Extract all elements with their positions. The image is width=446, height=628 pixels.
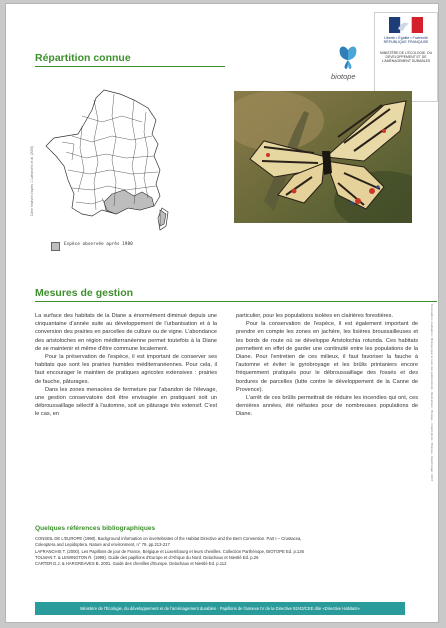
reference-item: TOLMAN T. & LEWINGTON R. (1999). Guide des papillons d'Europe et d'Afrique du Nord. Delachaux et Niestlé Ed. p.26: [35, 554, 259, 560]
body-paragraph: Pour la conservation de l'espèce, il est également important de prendre en compte les zones en jachère, les lisières broussailleuses et les bords de route où se développe Aristolochia rotunda. Ces habitats permettent en effet de garder une continuité entre les populations de la Diane. Pour l'entretien de ces milieux, il faut favoriser la fauche à l'automne et éviter le gyrobroyage et les brûlis printaniers encore fréquemment pratiqués pour le débroussaillage des fossés et des bordures de parcelles (lutte contre le développement de la Canne de Provence).: [236, 321, 418, 393]
france-distribution-map: [42, 86, 172, 234]
reference-item: CARTER D.J. & HARGREAVES B. 2001. Guide des chenilles d'Europe. Delachaux et Niestlé Ed. p.112: [35, 561, 227, 567]
butterfly-photo: [234, 91, 412, 223]
credits-note: Conception, réalisation : Biotope (par le suivi des publications) - Illustrations : Biotope - Crédit photo : Biotope - Dépôt légal : 2007: [430, 304, 434, 482]
body-paragraph: particulier, pour les populations isolées en clairières forestières.: [236, 313, 394, 319]
section-rule: [35, 301, 437, 302]
section-title-distribution: Répartition connue: [35, 52, 131, 64]
footer-bar: Ministère de l'Écologie, du développement et de l'aménagement durables · Papillons de l'annexe IV de la Directive 92/43/CEE dite «Directive Habitats»: [35, 602, 405, 615]
reference-item: Coleoptera and Lepidoptera. Nature and environment, n° 79. pp.213-217: [35, 542, 170, 548]
section-rule: [35, 66, 225, 67]
body-paragraph: Dans les zones menacées de fermeture par l'abandon de l'élevage, une gestion conservatoire doit être envisagée en pratiquant soit un débroussaillage sélectif à l'automne, soit un pâturage très extensif. C'est le cas, en: [35, 386, 217, 418]
map-source-note: Carte réalisée d'après J. Lafranchis et al. (2000): [30, 145, 34, 216]
references-list: [35, 536, 405, 567]
body-column-right: [236, 312, 418, 419]
french-flag-icon: [389, 17, 423, 33]
reference-item: LAFRANCHIS T. (2000). Les Papillons de jour de France, Belgique et Luxembourg et leurs chenilles. Collection Parthénope, BIOTOPE Ed. p.136: [35, 548, 304, 554]
body-column-left: [35, 312, 217, 419]
legend-swatch: [51, 242, 60, 251]
body-paragraph: La surface des habitats de la Diane a énormément diminué depuis une cinquantaine d'année suite au développement de l'urbanisation et à la conversion des prairies en parcelles de culture ou de vigne. L'abondance des aristoloches en région méditerranéenne permet toutefois à la Diane de se maintenir et même d'être commune localement.: [35, 313, 217, 352]
legend-label: Espèce observée après 1980: [64, 242, 133, 247]
section-title-management: Mesures de gestion: [35, 287, 134, 299]
body-paragraph: L'arrêt de ces brûlis permettrait de réduire les incendies qui ont, ces dernières années, été néfastes pour de nombreuses populations de Diane.: [236, 395, 418, 418]
reference-item: CONSEIL DE L'EUROPE (1990). Background information on invertebrates of the Habitat Directive and the Bern Convention. Part I – Crustacea,: [35, 536, 302, 541]
document-page: [5, 3, 439, 623]
references-title: Quelques références bibliographiques: [35, 525, 156, 532]
body-paragraph: Pour la préservation de l'espèce, il est important de conserver ses habitats que sont les prairies humides méditerranéennes. Pour cela, il faut encourager le maintien de pratiques agricoles extensives : prairies de fauche, pâturages.: [35, 354, 217, 385]
biotope-logo-text: biotope: [331, 72, 356, 81]
ministry-logo: [374, 12, 438, 102]
ministry-name: MINISTÈRE DE L'ÉCOLOGIE, DU DÉVELOPPEMENT ET DE L'AMÉNAGEMENT DURABLES: [379, 51, 433, 64]
republic-text: Liberté • Égalité • Fraternité RÉPUBLIQUE FRANÇAISE: [383, 36, 429, 45]
